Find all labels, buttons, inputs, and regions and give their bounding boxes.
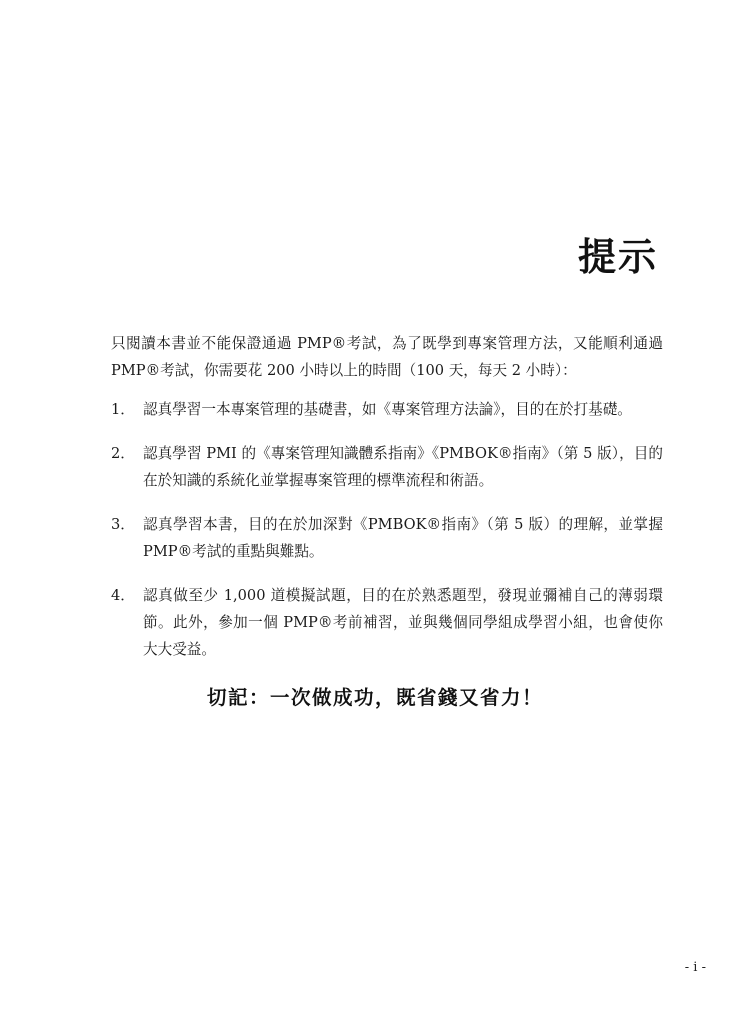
list-item-text: 認真學習本書，目的在於加深對《PMBOK®指南》（第 5 版）的理解，並掌握 PMP®考試的重點與難點。 xyxy=(143,516,663,560)
list-item-number: 2． xyxy=(111,445,135,462)
list-item-number: 1． xyxy=(111,401,135,418)
list-item xyxy=(111,511,663,565)
list-item-number: 3． xyxy=(111,516,135,533)
list-item-number: 4． xyxy=(111,587,135,604)
intro-paragraph: 只閱讀本書並不能保證通過 PMP®考試，為了既學到專案管理方法，又能順利通過 PMP®考試，你需要花 200 小時以上的時間（100 天，每天 2 小時）： xyxy=(111,335,663,379)
reminder-slogan: 切記：一次做成功，既省錢又省力！ xyxy=(206,686,543,709)
list-item-text: 認真學習一本專案管理的基礎書，如《專案管理方法論》，目的在於打基礎。 xyxy=(143,401,632,418)
page-number: - i - xyxy=(684,960,706,975)
list-item xyxy=(111,440,663,494)
list-item xyxy=(111,396,663,423)
list-item-text: 認真做至少 1,000 道模擬試題，目的在於熟悉題型，發現並彌補自己的薄弱環節。此外，參加一個 PMP®考前補習，並與幾個同學組成學習小組，也會使你大大受益。 xyxy=(143,587,663,658)
list-item-text: 認真學習 PMI 的《專案管理知識體系指南》《PMBOK®指南》（第 5 版），目的在於知識的系統化並掌握專案管理的標準流程和術語。 xyxy=(143,445,663,489)
page-title: 提示 xyxy=(577,234,658,279)
tips-list xyxy=(111,396,663,680)
list-item xyxy=(111,582,663,663)
